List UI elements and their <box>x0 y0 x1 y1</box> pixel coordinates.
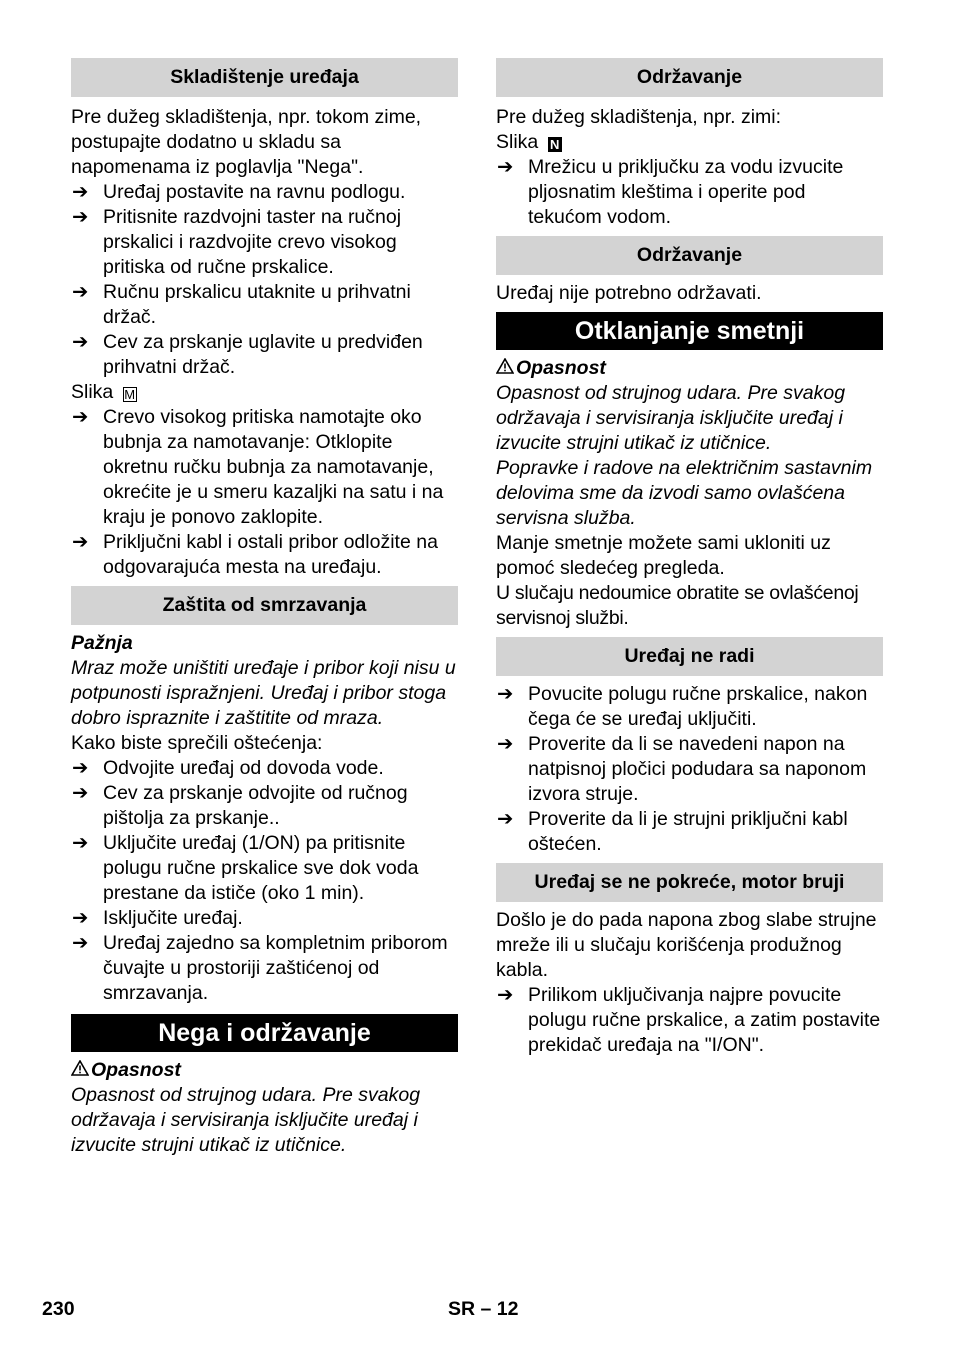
list-item-text: Povucite polugu ručne prskalice, nakon čega će se uređaj uključiti. <box>528 683 868 730</box>
right-column <box>496 58 883 1058</box>
figure-label: Slika <box>71 381 114 403</box>
list-item <box>71 831 458 906</box>
troubleshooting-text-2: U slučaju nedoumice obratite se ovlašćenoj servisnoj službi. <box>496 582 859 629</box>
list-item <box>496 682 883 732</box>
danger-text-care: Opasnost od strujnog udara. Pre svakog održavaja i servisiranja isključite uređaj i izvucite strujni utikač iz utičnice. <box>71 1084 421 1156</box>
arrow-right-icon: ➔ <box>497 984 514 1006</box>
list-item-text: Pritisnite razdvojni taster na ručnoj prskalici i razdvojite crevo visokog pritiska od ručne prskalice. <box>103 206 402 278</box>
chapter-heading-troubleshooting: Otklanjanje smetnji <box>496 312 883 350</box>
caution-text: Mraz može uništiti uređaje i pribor koji nisu u potpunosti ispražnjeni. Uređaj i pribor stoga dobro ispraznite i zaštitite od mraza. <box>71 657 456 729</box>
list-item-text: Odvojite uređaj od dovoda vode. <box>103 757 384 779</box>
list-item <box>71 280 458 330</box>
list-item <box>71 330 458 380</box>
list-item <box>71 781 458 831</box>
list-item-text: Proverite da li je strujni priključni kabl oštećen. <box>528 808 848 855</box>
no-start-steps <box>496 983 883 1058</box>
arrow-right-icon: ➔ <box>72 782 89 804</box>
arrow-right-icon: ➔ <box>72 331 89 353</box>
figure-letter-n: N <box>548 137 562 152</box>
list-item-text: Mrežicu u priključku za vodu izvucite pljosnatim kleštima i operite pod tekućom vodom. <box>528 156 844 228</box>
list-item <box>71 931 458 1006</box>
storage-intro: Pre dužeg skladištenja, npr. tokom zime, postupajte dodatno u skladu sa napomenama iz poglavlja "Nega". <box>71 106 422 178</box>
left-column <box>71 58 458 1158</box>
arrow-right-icon: ➔ <box>72 281 89 303</box>
list-item-text: Crevo visokog pritiska namotajte oko bubnja za namotavanje: Otklopite okretnu ručku bubnja za namotavanje, okrećite je u smeru kazaljki na satu i na kraju je ponovo zaklopite. <box>103 406 444 528</box>
arrow-right-icon: ➔ <box>72 406 89 428</box>
list-item <box>71 530 458 580</box>
arrow-right-icon: ➔ <box>497 156 514 178</box>
list-item-text: Ručnu prskalicu utaknite u prihvatni držač. <box>103 281 411 328</box>
list-item <box>496 732 883 807</box>
list-item <box>496 983 883 1058</box>
storage-figure-ref <box>71 380 458 405</box>
danger-text-troubleshooting: Opasnost od strujnog udara. Pre svakog održavaja i servisiranja isključite uređaj i izvucite strujni utikač iz utičnice. <box>496 382 846 454</box>
arrow-right-icon: ➔ <box>72 932 89 954</box>
list-item <box>496 807 883 857</box>
arrow-right-icon: ➔ <box>72 181 89 203</box>
warning-triangle-icon <box>496 356 516 381</box>
list-item <box>71 180 458 205</box>
maintenance-steps <box>496 155 883 230</box>
list-item-text: Cev za prskanje uglavite u predviđen prihvatni držač. <box>103 331 423 378</box>
maintenance-figure-ref <box>496 130 883 155</box>
section-heading-frost: Zaštita od smrzavanja <box>71 586 458 625</box>
arrow-right-icon: ➔ <box>497 733 514 755</box>
list-item-text: Cev za prskanje odvojite od ručnog pištolja za prskanje.. <box>103 782 408 829</box>
list-item-text: Uključite uređaj (1/ON) pa pritisnite polugu ručne prskalice sve dok voda prestane da ističe (oko 1 min). <box>103 832 419 904</box>
arrow-right-icon: ➔ <box>72 832 89 854</box>
storage-steps-b <box>71 405 458 580</box>
list-item <box>71 756 458 781</box>
list-item <box>496 155 883 230</box>
maintenance-intro: Pre dužeg skladištenja, npr. zimi: <box>496 106 782 128</box>
page-code: SR – 12 <box>448 1298 519 1320</box>
section-heading-no-work: Uređaj ne radi <box>496 637 883 676</box>
danger-label-care: Opasnost <box>71 1058 458 1083</box>
arrow-right-icon: ➔ <box>72 907 89 929</box>
list-item <box>71 205 458 280</box>
caution-label: Pažnja <box>71 632 133 654</box>
arrow-right-icon: ➔ <box>497 808 514 830</box>
arrow-right-icon: ➔ <box>72 531 89 553</box>
section-heading-storage: Skladištenje uređaja <box>71 58 458 97</box>
list-item <box>71 405 458 530</box>
danger-label-troubleshooting: Opasnost <box>496 356 883 381</box>
list-item <box>71 906 458 931</box>
arrow-right-icon: ➔ <box>72 206 89 228</box>
list-item-text: Prilikom uključivanja najpre povucite polugu ručne prskalice, a zatim postavite prekidač uređaja na "I/ON". <box>528 984 881 1056</box>
chapter-heading-care: Nega i održavanje <box>71 1014 458 1052</box>
danger-text-troubleshooting-2: Popravke i radove na električnim sastavnim delovima sme da izvodi samo ovlašćena servisna služba. <box>496 457 873 529</box>
arrow-right-icon: ➔ <box>72 757 89 779</box>
figure-letter-m: M <box>124 387 136 402</box>
frost-steps <box>71 756 458 1006</box>
maintenance-note: Uređaj nije potrebno održavati. <box>496 282 762 304</box>
list-item-text: Isključite uređaj. <box>103 907 243 929</box>
list-item-text: Uređaj postavite na ravnu podlogu. <box>103 181 406 203</box>
page-number: 230 <box>42 1298 75 1320</box>
section-heading-maintenance-1: Održavanje <box>496 58 883 97</box>
troubleshooting-text-1: Manje smetnje možete sami ukloniti uz pomoć sledećeg pregleda. <box>496 532 831 579</box>
arrow-right-icon: ➔ <box>497 683 514 705</box>
no-work-steps <box>496 682 883 857</box>
warning-triangle-icon <box>71 1058 91 1083</box>
figure-label: Slika <box>496 131 539 153</box>
list-item-text: Proverite da li se navedeni napon na natpisnoj pločici podudara sa naponom izvora struje. <box>528 733 867 805</box>
section-heading-maintenance-2: Održavanje <box>496 236 883 275</box>
section-heading-no-start: Uređaj se ne pokreće, motor bruji <box>496 863 883 902</box>
frost-intro: Kako biste sprečili oštećenja: <box>71 732 323 754</box>
storage-steps-a <box>71 180 458 380</box>
list-item-text: Uređaj zajedno sa kompletnim priborom čuvajte u prostoriji zaštićenoj od smrzavanja. <box>103 932 448 1004</box>
list-item-text: Priključni kabl i ostali pribor odložite na odgovarajuća mesta na uređaju. <box>103 531 438 578</box>
no-start-text: Došlo je do pada napona zbog slabe strujne mreže ili u slučaju korišćenja produžnog kabla. <box>496 909 877 981</box>
